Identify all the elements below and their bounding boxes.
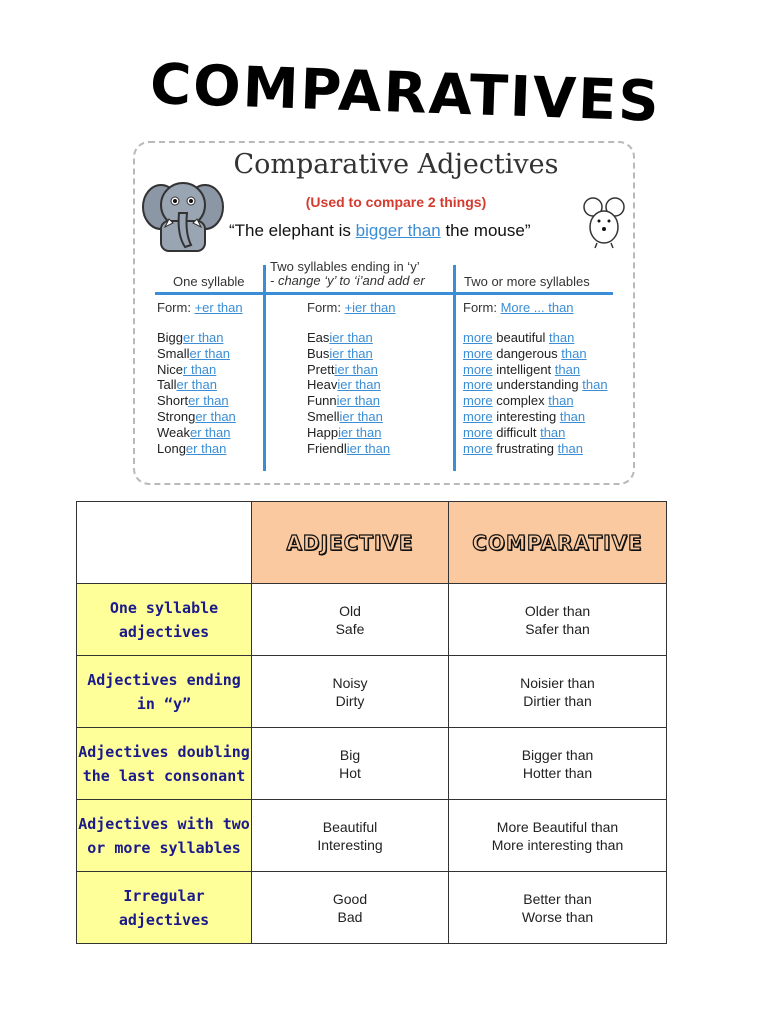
list-item: Funnier than <box>307 393 381 409</box>
list-item: Nicer than <box>157 361 217 377</box>
adjective-cell: Big Hot <box>252 728 449 800</box>
table-header-blank <box>77 502 252 584</box>
table-row <box>77 584 667 656</box>
form-rule: Form: +ier than <box>307 300 396 315</box>
list-item: Smellier than <box>307 408 383 424</box>
category-cell: Irregular adjectives <box>77 872 252 944</box>
table-header-comparative: COMPARATIVE <box>449 502 667 584</box>
list-item: Taller than <box>157 377 217 393</box>
list-item: Heavier than <box>307 377 381 393</box>
comparative-cell: Older than Safer than <box>449 584 667 656</box>
list-item: Shorter than <box>157 393 229 409</box>
table-header-row <box>77 502 667 584</box>
column-header-two-syllables-y: Two syllables ending in ‘y’ - change ‘y’ to ‘i’and add er <box>270 259 425 288</box>
table-row <box>77 800 667 872</box>
comparative-cell: Noisier than Dirtier than <box>449 656 667 728</box>
list-item: Smaller than <box>157 345 230 361</box>
example-sentence: “The elephant is bigger than the mouse” <box>229 221 531 240</box>
elephant-icon <box>139 173 225 257</box>
list-item: more understanding than <box>463 377 608 393</box>
adjective-cell: Old Safe <box>252 584 449 656</box>
list-item: Longer than <box>157 440 227 456</box>
adjective-cell: Good Bad <box>252 872 449 944</box>
list-item: more frustrating than <box>463 440 583 456</box>
table-header-adjective: ADJECTIVE <box>252 502 449 584</box>
list-item: more difficult than <box>463 424 566 440</box>
comparatives-table <box>76 501 667 944</box>
header-divider <box>155 292 613 295</box>
form-rule: Form: More ... than <box>463 300 574 315</box>
list-item: Easier than <box>307 330 373 345</box>
comparative-cell: Bigger than Hotter than <box>449 728 667 800</box>
list-item: more complex than <box>463 393 574 409</box>
word-list-two-syllables-y <box>307 330 390 456</box>
word-list-one-syllable <box>157 330 236 456</box>
list-item: more dangerous than <box>463 345 587 361</box>
list-item: Bigger than <box>157 330 224 345</box>
category-cell: One syllable adjectives <box>77 584 252 656</box>
table-row <box>77 872 667 944</box>
list-item: more intelligent than <box>463 361 581 377</box>
category-cell: Adjectives ending in “y” <box>77 656 252 728</box>
adjective-cell: Beautiful Interesting <box>252 800 449 872</box>
list-item: more beautiful than <box>463 330 575 345</box>
category-cell: Adjectives doubling the last consonant <box>77 728 252 800</box>
list-item: Stronger than <box>157 408 236 424</box>
column-header-one-syllable: One syllable <box>173 274 245 289</box>
comparative-cell: More Beautiful than More interesting than <box>449 800 667 872</box>
table-row <box>77 728 667 800</box>
word-list-two-or-more <box>463 330 608 456</box>
poster-subtitle: (Used to compare 2 things) <box>305 194 487 210</box>
list-item: Friendlier than <box>307 440 391 456</box>
comparative-adjectives-poster <box>133 141 635 485</box>
table-row <box>77 656 667 728</box>
adjective-cell: Noisy Dirty <box>252 656 449 728</box>
list-item: Happier than <box>307 424 382 440</box>
category-cell: Adjectives with two or more syllables <box>77 800 252 872</box>
comparative-cell: Better than Worse than <box>449 872 667 944</box>
list-item: Busier than <box>307 345 373 361</box>
column-divider <box>453 265 456 471</box>
list-item: more interesting than <box>463 408 586 424</box>
list-item: Weaker than <box>157 424 231 440</box>
column-divider <box>263 265 266 471</box>
form-rule: Form: +er than <box>157 300 243 315</box>
list-item: Prettier than <box>307 361 378 377</box>
page-title: COMPARATIVES <box>148 52 662 135</box>
poster-title: Comparative Adjectives <box>233 149 559 180</box>
column-header-two-or-more: Two or more syllables <box>464 274 590 289</box>
